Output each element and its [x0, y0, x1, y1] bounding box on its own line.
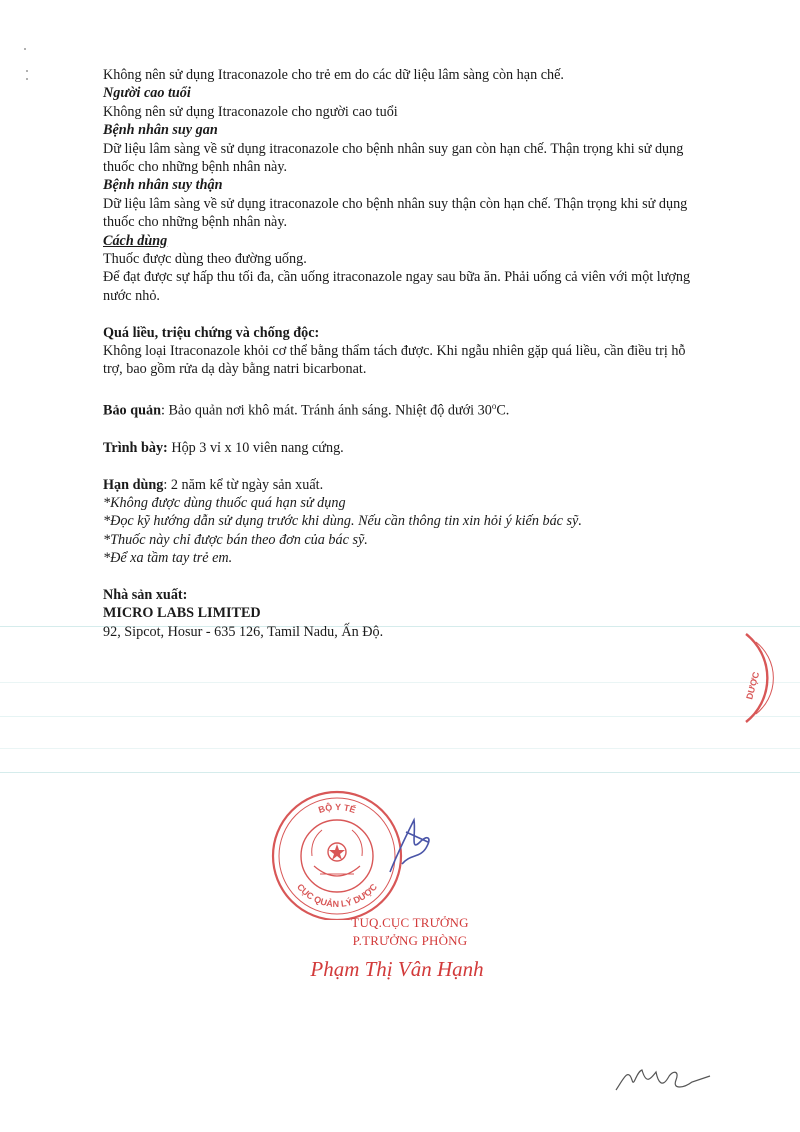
- paragraph: Dữ liệu lâm sàng về sử dụng itraconazole cho bệnh nhân suy gan còn hạn chế. Thận trọng khi sử dụng thuốc cho những bệnh nhân này.: [103, 140, 684, 176]
- scan-speck: [26, 70, 28, 72]
- warning-note: *Đọc kỹ hướng dẫn sử dụng trước khi dùng. Nếu cần thông tin xin hỏi ý kiến bác sỹ.: [103, 513, 582, 530]
- partial-stamp-edge: [716, 628, 800, 728]
- paragraph-gap: [103, 305, 703, 323]
- scan-line: [0, 748, 800, 749]
- paragraph-gap: [103, 568, 703, 586]
- warning-note: *Để xa tầm tay trẻ em.: [103, 550, 233, 567]
- section-heading: Cách dùng: [103, 232, 168, 249]
- scan-line: [0, 716, 800, 717]
- signatory-subtitle: P.TRƯỞNG PHÒNG: [352, 933, 468, 948]
- document-body: [103, 66, 703, 641]
- field-label: Bảo quản: [103, 403, 161, 420]
- field-label: Hạn dùng: [103, 476, 164, 493]
- svg-text:CỤC QUẢN LÝ DƯỢC: [295, 881, 379, 909]
- field-label: Trình bày:: [103, 439, 168, 456]
- section-heading: MICRO LABS LIMITED: [103, 605, 261, 622]
- label-value-line: [103, 439, 703, 457]
- scan-speck: [24, 48, 26, 50]
- paragraph: Dữ liệu lâm sàng về sử dụng itraconazole cho bệnh nhân suy thận còn hạn chế. Thận trọng khi sử dụng thuốc cho những bệnh nhân này.: [103, 195, 688, 231]
- scan-speck: [26, 78, 28, 80]
- section-heading: Bệnh nhân suy thận: [103, 177, 223, 194]
- stamp-bottom-text: CỤC QUẢN LÝ DƯỢC: [294, 881, 380, 910]
- field-separator: :: [163, 476, 171, 493]
- paragraph-gap: [103, 420, 703, 438]
- paragraph-gap: [103, 457, 703, 475]
- paragraph: Thuốc được dùng theo đường uống.: [103, 251, 307, 268]
- scan-line: [0, 682, 800, 683]
- paragraph: Không nên sử dụng Itraconazole cho trẻ em do các dữ liệu lâm sàng còn hạn chế.: [103, 67, 564, 83]
- paragraph: Không loại Itraconazole khỏi cơ thể bằng thẩm tách được. Khi ngẫu nhiên gặp quá liều, cần điều trị hỗ trợ, bao gồm rửa dạ dày bằng natri bicarbonat.: [103, 343, 686, 378]
- label-value-line: [103, 397, 703, 420]
- signature-strokes: [380, 812, 440, 882]
- degree-superscript: o: [491, 401, 497, 412]
- scan-line: [0, 772, 800, 773]
- star-icon: [329, 844, 345, 860]
- label-value-line: [103, 476, 703, 494]
- field-value-tail: C.: [496, 403, 510, 420]
- svg-text:BỘ Y TẾ: [317, 801, 357, 815]
- paragraph-gap: [103, 379, 703, 397]
- section-heading: Bệnh nhân suy gan: [103, 122, 218, 139]
- signature-block: [300, 914, 520, 984]
- warning-note: *Không được dùng thuốc quá hạn sử dụng: [103, 495, 346, 512]
- paragraph: Để đạt được sự hấp thu tối đa, cần uống itraconazole ngay sau bữa ăn. Phải uống cả viên với một lượng nước nhỏ.: [103, 269, 691, 304]
- paragraph: Không nên sử dụng Itraconazole cho người cao tuổi: [103, 103, 398, 120]
- signatory-title: TUQ.CỤC TRƯỞNG: [351, 915, 469, 930]
- section-heading: Quá liều, triệu chứng và chống độc:: [103, 324, 320, 341]
- section-heading: Người cao tuổi: [103, 85, 191, 102]
- field-value: Hộp 3 vỉ x 10 viên nang cứng.: [171, 439, 344, 456]
- handwritten-initials: [610, 1060, 720, 1100]
- stamp-top-text: BỘ Y TẾ: [317, 801, 357, 816]
- warning-note: *Thuốc này chỉ được bán theo đơn của bác sỹ.: [103, 531, 368, 548]
- field-separator: :: [160, 403, 169, 420]
- field-value: 2 năm kể từ ngày sản xuất.: [170, 476, 324, 493]
- section-heading: Nhà sản xuất:: [103, 587, 188, 604]
- signatory-name: Phạm Thị Vân Hạnh: [310, 957, 484, 981]
- field-value: Bảo quản nơi khô mát. Tránh ánh sáng. Nhiệt độ dưới 30: [168, 403, 492, 420]
- edge-stamp-text: DƯỢC: [744, 670, 762, 701]
- paragraph: 92, Sipcot, Hosur - 635 126, Tamil Nadu, Ấn Độ.: [103, 623, 384, 640]
